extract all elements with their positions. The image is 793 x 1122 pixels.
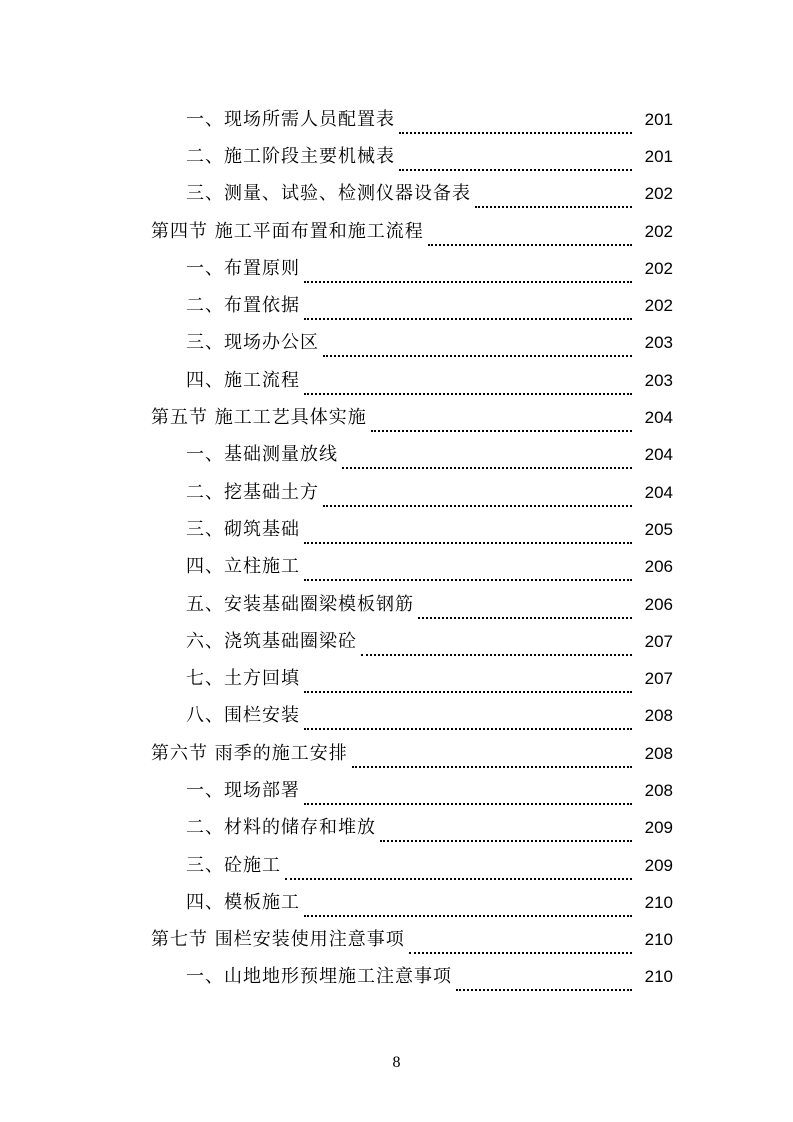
toc-dot-leader (304, 300, 632, 320)
toc-entry[interactable] (0, 959, 793, 996)
toc-entry-title: 三、测量、试验、检测仪器设备表 (186, 183, 471, 205)
toc-dot-leader (361, 636, 632, 656)
toc-dot-leader (304, 524, 632, 544)
page-number: 8 (392, 1054, 401, 1071)
toc-entry-page: 209 (644, 818, 673, 838)
toc-entry-page: 207 (644, 631, 673, 651)
toc-dot-leader (304, 785, 632, 805)
toc-entry-page: 203 (644, 370, 673, 390)
toc-entry[interactable] (0, 437, 793, 474)
toc-dot-leader (323, 487, 632, 507)
toc-entry[interactable] (0, 287, 793, 324)
toc-dot-leader (409, 934, 632, 954)
toc-entry-title: 第五节 施工工艺具体实施 (151, 407, 367, 429)
toc-entry-title: 一、山地地形预埋施工注意事项 (186, 966, 452, 988)
toc-dot-leader (304, 897, 632, 917)
toc-dot-leader (380, 822, 632, 842)
toc-entry-page: 202 (644, 221, 673, 241)
toc-entry[interactable] (0, 772, 793, 809)
toc-entry[interactable] (0, 474, 793, 511)
toc-dot-leader (399, 114, 632, 134)
toc-dot-leader (323, 337, 632, 357)
toc-entry-page: 201 (644, 146, 673, 166)
toc-entry[interactable] (0, 511, 793, 548)
toc-section-entry[interactable] (0, 213, 793, 250)
toc-entry-title: 二、挖基础土方 (186, 481, 319, 503)
toc-entry[interactable] (0, 660, 793, 697)
toc-entry[interactable] (0, 623, 793, 660)
toc-entry-title: 一、现场部署 (186, 779, 300, 801)
toc-entry-page: 202 (644, 296, 673, 316)
toc-entry-title: 五、安装基础圈梁模板钢筋 (186, 593, 414, 615)
toc-dot-leader (428, 226, 632, 246)
toc-dot-leader (304, 263, 632, 283)
toc-entry-title: 三、现场办公区 (186, 332, 319, 354)
toc-entry-page: 209 (644, 855, 673, 875)
toc-entry-page: 204 (644, 408, 673, 428)
toc-entry-page: 210 (644, 892, 673, 912)
toc-entry-title: 四、立柱施工 (186, 556, 300, 578)
toc-entry[interactable] (0, 698, 793, 735)
table-of-contents (0, 101, 793, 996)
toc-entry[interactable] (0, 325, 793, 362)
toc-dot-leader (304, 561, 632, 581)
toc-entry-page: 206 (644, 557, 673, 577)
toc-section-entry[interactable] (0, 399, 793, 436)
toc-entry-page: 210 (644, 930, 673, 950)
toc-entry[interactable] (0, 549, 793, 586)
toc-entry-title: 三、砼施工 (186, 854, 281, 876)
toc-entry[interactable] (0, 176, 793, 213)
toc-dot-leader (342, 449, 632, 469)
toc-entry-page: 205 (644, 519, 673, 539)
toc-entry-title: 四、施工流程 (186, 369, 300, 391)
toc-entry-title: 四、模板施工 (186, 891, 300, 913)
toc-entry-title: 一、基础测量放线 (186, 444, 338, 466)
toc-entry-page: 206 (644, 594, 673, 614)
toc-dot-leader (418, 599, 632, 619)
toc-entry[interactable] (0, 847, 793, 884)
toc-dot-leader (304, 673, 632, 693)
toc-entry-title: 第七节 围栏安装使用注意事项 (151, 929, 405, 951)
toc-entry-title: 二、布置依据 (186, 295, 300, 317)
toc-entry-page: 210 (644, 967, 673, 987)
toc-dot-leader (475, 188, 632, 208)
toc-entry-title: 第四节 施工平面布置和施工流程 (151, 220, 424, 242)
toc-entry-title: 三、砌筑基础 (186, 518, 300, 540)
toc-entry[interactable] (0, 101, 793, 138)
toc-entry-page: 204 (644, 482, 673, 502)
toc-entry-title: 一、现场所需人员配置表 (186, 108, 395, 130)
toc-dot-leader (371, 412, 632, 432)
toc-dot-leader (399, 151, 632, 171)
toc-entry-page: 208 (644, 780, 673, 800)
toc-section-entry[interactable] (0, 922, 793, 959)
toc-entry-page: 202 (644, 184, 673, 204)
toc-dot-leader (285, 860, 632, 880)
toc-entry-title: 八、围栏安装 (186, 705, 300, 727)
toc-section-entry[interactable] (0, 735, 793, 772)
toc-entry[interactable] (0, 586, 793, 623)
toc-entry[interactable] (0, 138, 793, 175)
toc-dot-leader (352, 748, 632, 768)
toc-dot-leader (304, 375, 632, 395)
toc-dot-leader (456, 971, 632, 991)
toc-entry-page: 202 (644, 258, 673, 278)
toc-entry-title: 二、材料的储存和堆放 (186, 817, 376, 839)
toc-dot-leader (304, 710, 632, 730)
toc-entry-page: 201 (644, 109, 673, 129)
toc-entry-title: 一、布置原则 (186, 257, 300, 279)
toc-entry[interactable] (0, 884, 793, 921)
toc-entry-title: 二、施工阶段主要机械表 (186, 145, 395, 167)
toc-entry-page: 207 (644, 669, 673, 689)
toc-entry[interactable] (0, 810, 793, 847)
toc-entry-page: 208 (644, 706, 673, 726)
toc-entry[interactable] (0, 362, 793, 399)
toc-entry-page: 203 (644, 333, 673, 353)
toc-entry-page: 204 (644, 445, 673, 465)
toc-entry-title: 六、浇筑基础圈梁砼 (186, 630, 357, 652)
toc-entry-title: 第六节 雨季的施工安排 (151, 742, 348, 764)
toc-entry[interactable] (0, 250, 793, 287)
toc-entry-page: 208 (644, 743, 673, 763)
toc-entry-title: 七、土方回填 (186, 668, 300, 690)
